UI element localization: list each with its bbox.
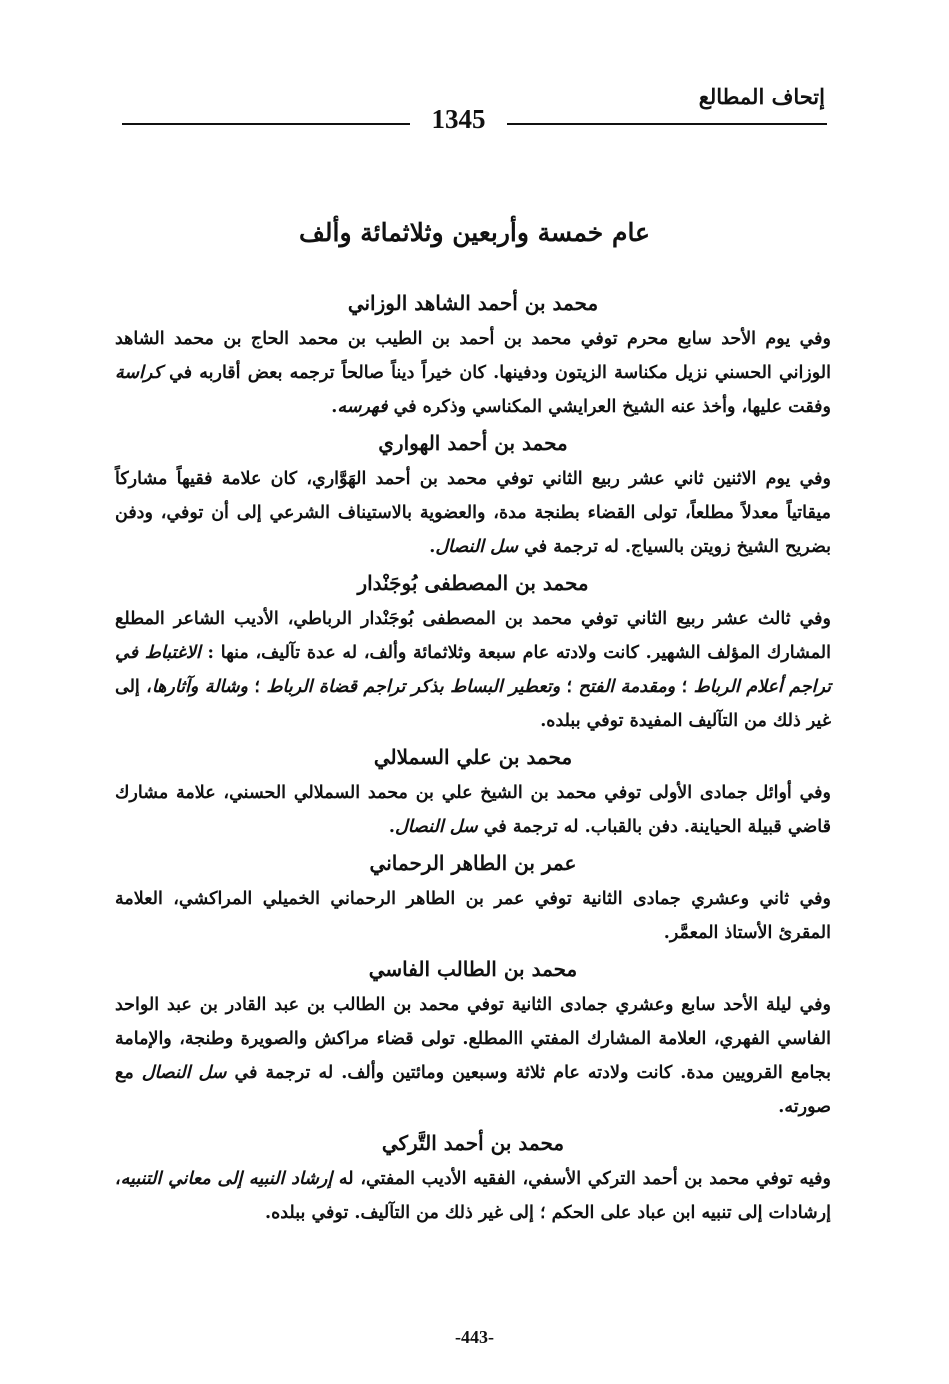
entry xyxy=(115,848,831,950)
entry xyxy=(115,428,831,564)
text-run: ، إلى غير ذلك من التآليف المفيدة توفي ببلده. xyxy=(115,677,831,731)
entry-name: محمد بن علي السملالي xyxy=(373,745,573,769)
entry-text xyxy=(115,602,831,738)
header-year: 1345 xyxy=(431,104,486,134)
header-rule-right xyxy=(507,123,827,125)
text-run: وفي ثاني وعشري جمادى الثانية توفي عمر بن الطاهر الرحماني الخميلي المراكشي، العلامة المقرئ الأستاذ المعمَّر. xyxy=(115,889,831,943)
book-title: سل النصال xyxy=(395,817,478,837)
entry-text xyxy=(115,882,831,950)
book-title: سل النصال xyxy=(435,537,519,557)
book-title: وتعطير البساط بذكر تراجم قضاة الرباط xyxy=(266,677,561,697)
text-run: وفي ثالث عشر ربيع الثاني توفي محمد بن المصطفى بُوجَنْدار الرباطي، الأديب الشاعر المطلع المشارك المؤلف الشهير. كانت ولادته عام سبعة وثلاثمائة وألف، له عدة تآليف، منها : xyxy=(115,609,831,663)
text-run: ، إرشادات إلى تنبيه ابن عباد على الحكم ؛ إلى غير ذلك من التآليف. توفي ببلده. xyxy=(115,1169,831,1223)
book-title: إرشاد النبيه إلى معاني التنبيه xyxy=(120,1169,333,1189)
text-run: وفي يوم الأحد سابع محرم توفي محمد بن أحمد بن الطيب بن محمد الحاج بن محمد الشاهد الوزاني الحسني نزيل مكناسة الزيتون ودفينها. كان خيراً ديناً صالحاً ترجمه بعض أقاربه في xyxy=(115,329,831,383)
book-title: فهرسه xyxy=(337,397,388,417)
entry-text xyxy=(115,776,831,844)
book-title: ومقدمة الفتح xyxy=(578,677,676,697)
text-run: . xyxy=(388,817,395,837)
entry-name: محمد بن أحمد الشاهد الوزاني xyxy=(347,291,599,315)
entry xyxy=(115,288,831,424)
text-run: وفي أوائل جمادى الأولى توفي محمد بن الشيخ علي بن محمد السملالي الحسني، علامة مشارك قاضي قبيلة الحياينة. دفن بالقباب. له ترجمة في xyxy=(115,783,831,837)
entry-name: محمد بن أحمد التَّركي xyxy=(381,1131,565,1155)
book-title: كراسة xyxy=(115,363,162,383)
entry xyxy=(115,1128,831,1230)
entry xyxy=(115,568,831,738)
text-run: ؛ xyxy=(560,677,579,697)
entry-name: محمد بن الطالب الفاسي xyxy=(368,957,578,981)
text-run: . xyxy=(331,397,338,417)
entry xyxy=(115,742,831,844)
header-rule-left xyxy=(122,123,410,125)
text-run: وفي ليلة الأحد سابع وعشري جمادى الثانية توفي محمد بن الطالب بن عبد القادر بن عبد الواحد الفاسي الفهري، العلامة المشارك المفتي االمطلع. تولى قضاء مراكش والصويرة وطنجة، والإمامة بجامع القرويين مدة. كانت ولادته عام ثلاثة وسبعين ومائتين وألف. له ترجمة في xyxy=(115,995,832,1083)
book-title: وشالة وآثارها xyxy=(151,677,248,697)
entry-text xyxy=(115,322,831,424)
entry-text xyxy=(115,988,831,1124)
year-heading: عام خمسة وأربعين وثلاثمائة وألف xyxy=(299,218,650,247)
text-run: مع صورته. xyxy=(115,1063,831,1117)
page-number: -443- xyxy=(455,1327,494,1347)
text-run: وفي يوم الاثنين ثاني عشر ربيع الثاني توفي محمد بن أحمد الهَوَّاري، كان علامة فقيهاً مشاركاً ميقاتياً معدلاً مطلعاً، تولى القضاء بطنجة مدة، والعضوية بالاستيناف الشرعي إلى أن توفي، ودفن بضريح الشيخ زويتن بالسياج. له ترجمة في xyxy=(115,469,831,557)
entries-list xyxy=(115,288,831,1232)
text-run: وفقت عليها، وأخذ عنه الشيخ العرايشي المكناسي وذكره في xyxy=(387,397,831,417)
entry-name: محمد بن أحمد الهواري xyxy=(378,431,568,455)
running-title: إتحاف المطالع xyxy=(698,84,825,109)
text-run: وفيه توفي محمد بن أحمد التركي الأسفي، الفقيه الأديب المفتي، له xyxy=(332,1169,831,1189)
text-run: ؛ xyxy=(247,677,267,697)
entry-text xyxy=(115,462,831,564)
entry-name: عمر بن الطاهر الرحماني xyxy=(369,851,577,875)
entry xyxy=(115,954,831,1124)
text-run: ؛ xyxy=(675,677,694,697)
entry-text xyxy=(115,1162,831,1230)
text-run: . xyxy=(429,537,436,557)
book-title: سل النصال xyxy=(141,1063,227,1083)
book-title: الاغتباط في تراجم أعلام الرباط xyxy=(115,643,832,697)
entry-name: محمد بن المصطفى بُوجَنْدار xyxy=(357,571,589,595)
